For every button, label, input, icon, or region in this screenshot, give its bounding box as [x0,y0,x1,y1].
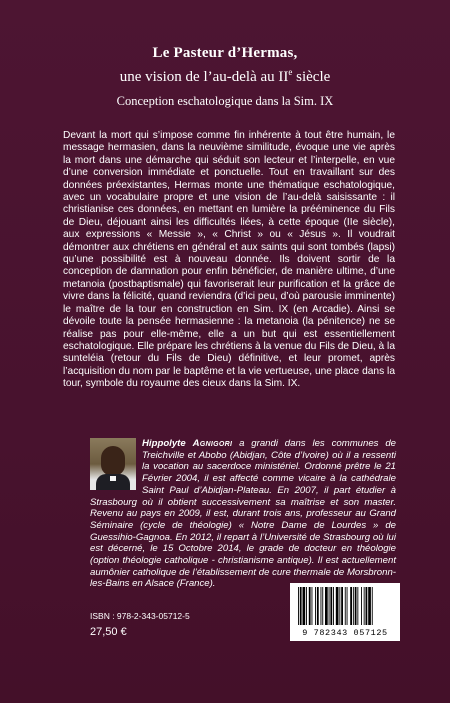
book-title: Le Pasteur d’Hermas, [152,45,298,61]
author-first-name: Hippolyte [142,438,186,449]
book-subtitle: Conception eschatologique dans la Sim. IX [116,94,334,108]
price: 27,50 € [90,626,127,638]
author-bio [90,438,396,590]
author-last-name: Agnigori [192,438,233,449]
title-block [0,44,450,109]
summary-paragraph: Devant la mort qui s’impose comme fin inhérente à tout être humain, le message hermasien, dans la neuvième similitude, évoque une vie après la mort dans une démarche qui séduit son lecteur et l’interpelle, en vue d’une conversion immédiate et ponctuelle. Tout en travaillant sur des données préexistantes, Hermas monte une thématique eschatologique, avec un vocabulaire propre et une vision de l’au-delà saisissante : il christianise ces données, en mettant en lumière la prééminence du Fils de Dieu, déjouant ainsi les difficultés liées, à cette époque (IIe siècle), aux expressions « Messie », « Christ » ou « Jésus ». Il voudrait démontrer aux chrétiens en général et aux saints qui sont tombés (lapsi) qu’une possibilité est à nouveau donnée. Ils doivent sortir de la conception de damnation pour enfin bénéficier, de manière ultime, d’une metanoia (postbaptismale) qui favoriserait leur purification et la grâce de vivre dans la félicité, quand reviendra (d’ici peu, d’où parousie imminente) le maître de la tour en construction en Sim. IX (en Arcadie). Ainsi se dévoile toute la pensée hermasienne : la metanoia (la pénitence) ne se réalise pas pour elle-même, elle a un but qui est essentiellement eschatologique. Elle prépare les chrétiens à la venue du Fils de Dieu, à la sunteléia (retour du Fils de Dieu) définitive, et leur promet, après l’acquisition du nom par le baptême et la vie vertueuse, une place dans la tour, symbole du royaume des cieux dans la Sim. IX. [63,130,395,390]
isbn: ISBN : 978-2-343-05712-5 [90,611,190,621]
book-title-line2: une vision de l’au-delà au IIe siècle [119,67,331,85]
author-bio-text: a grandi dans les communes de Treichville et Abobo (Abidjan, Côte d’Ivoire) où il a ressenti la vocation au sacerdoce ministériel. Ordonné prêtre le 21 Février 2004, il est affecté comme vicaire à la cathédrale Saint Paul d’Abidjan-Plateau. En 2007, il part étudier à Strasbourg où il obtient successivement sa maîtrise et son master. Revenu au pays en 2009, il est, durant trois ans, professeur au Grand Séminaire (cycle de théologie) « Notre Dame de Lourdes » de Guessihio-Gagnoa. En 2012, il repart à l’Université de Strasbourg où lui est décerné, le 15 Octobre 2014, le grade de docteur en théologie (option théologie catholique - christianisme antique). Il est actuellement aumônier catholique de l’établissement de cure thermale de Morsbronn-les-Bains en Alsace (France). [90,438,397,590]
summary-text [63,130,395,391]
barcode-bars [296,587,394,627]
barcode-digits: 9 782343 057125 [302,628,388,638]
barcode [290,583,400,641]
